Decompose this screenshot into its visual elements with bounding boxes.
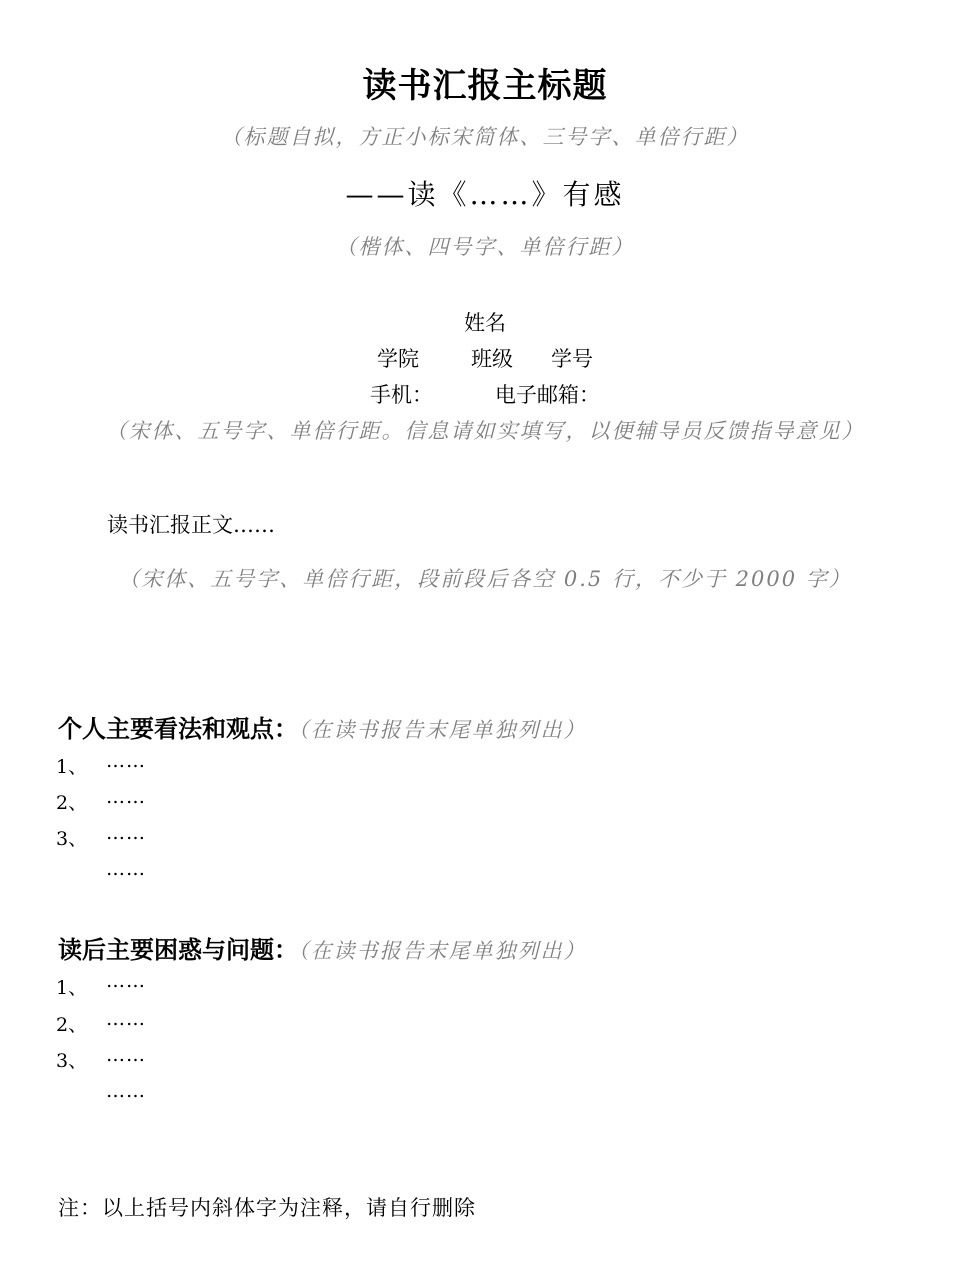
list-item-number: 2、 (56, 792, 88, 814)
main-title: 读书汇报主标题 (362, 66, 608, 106)
section-heading-text: 个人主要看法和观点： (58, 715, 298, 743)
section-heading-note: （在读书报告末尾单独列出） (298, 718, 587, 742)
author-contact-row (0, 379, 970, 409)
email-label: 电子邮箱： (495, 383, 600, 407)
college-label: 学院 (377, 347, 419, 371)
list-item-number: 1、 (56, 756, 88, 778)
author-college-row (0, 343, 970, 373)
list-item-text: …… (106, 750, 146, 772)
list-item-number: 3、 (56, 1050, 88, 1072)
list-item-text: …… (106, 858, 146, 880)
main-title-note: （标题自拟，方正小标宋简体、三号字、单倍行距） (220, 125, 750, 149)
class-label: 班级 (471, 347, 513, 371)
footnote: 注：以上括号内斜体字为注释，请自行删除 (58, 1196, 476, 1220)
section-heading-text: 读后主要困惑与问题： (58, 936, 298, 964)
list-item-number: 1、 (56, 977, 88, 999)
section-heading-opinions (58, 709, 587, 744)
author-name-label: 姓名 (464, 311, 506, 335)
section-heading-questions (58, 930, 587, 965)
subtitle-note: （楷体、四号字、单倍行距） (335, 235, 635, 259)
list-item-text: …… (106, 970, 146, 992)
student-id-label: 学号 (551, 347, 593, 371)
body-note: （宋体、五号字、单倍行距，段前段后各空 0.5 行，不少于 2000 字） (118, 567, 852, 591)
list-item-number: 2、 (56, 1014, 88, 1036)
body-text: 读书汇报正文…… (107, 513, 275, 537)
list-item-text: …… (106, 1080, 146, 1102)
phone-label: 手机： (370, 383, 433, 407)
list-item-text: …… (106, 822, 146, 844)
section-heading-note: （在读书报告末尾单独列出） (298, 939, 587, 963)
list-item-number: 3、 (56, 828, 88, 850)
list-item-text: …… (106, 786, 146, 808)
list-item-text: …… (106, 1044, 146, 1066)
subtitle: ——读《……》有感 (345, 178, 625, 211)
author-info-note: （宋体、五号字、单倍行距。信息请如实填写，以便辅导员反馈指导意见） (105, 419, 865, 443)
list-item-text: …… (106, 1008, 146, 1030)
